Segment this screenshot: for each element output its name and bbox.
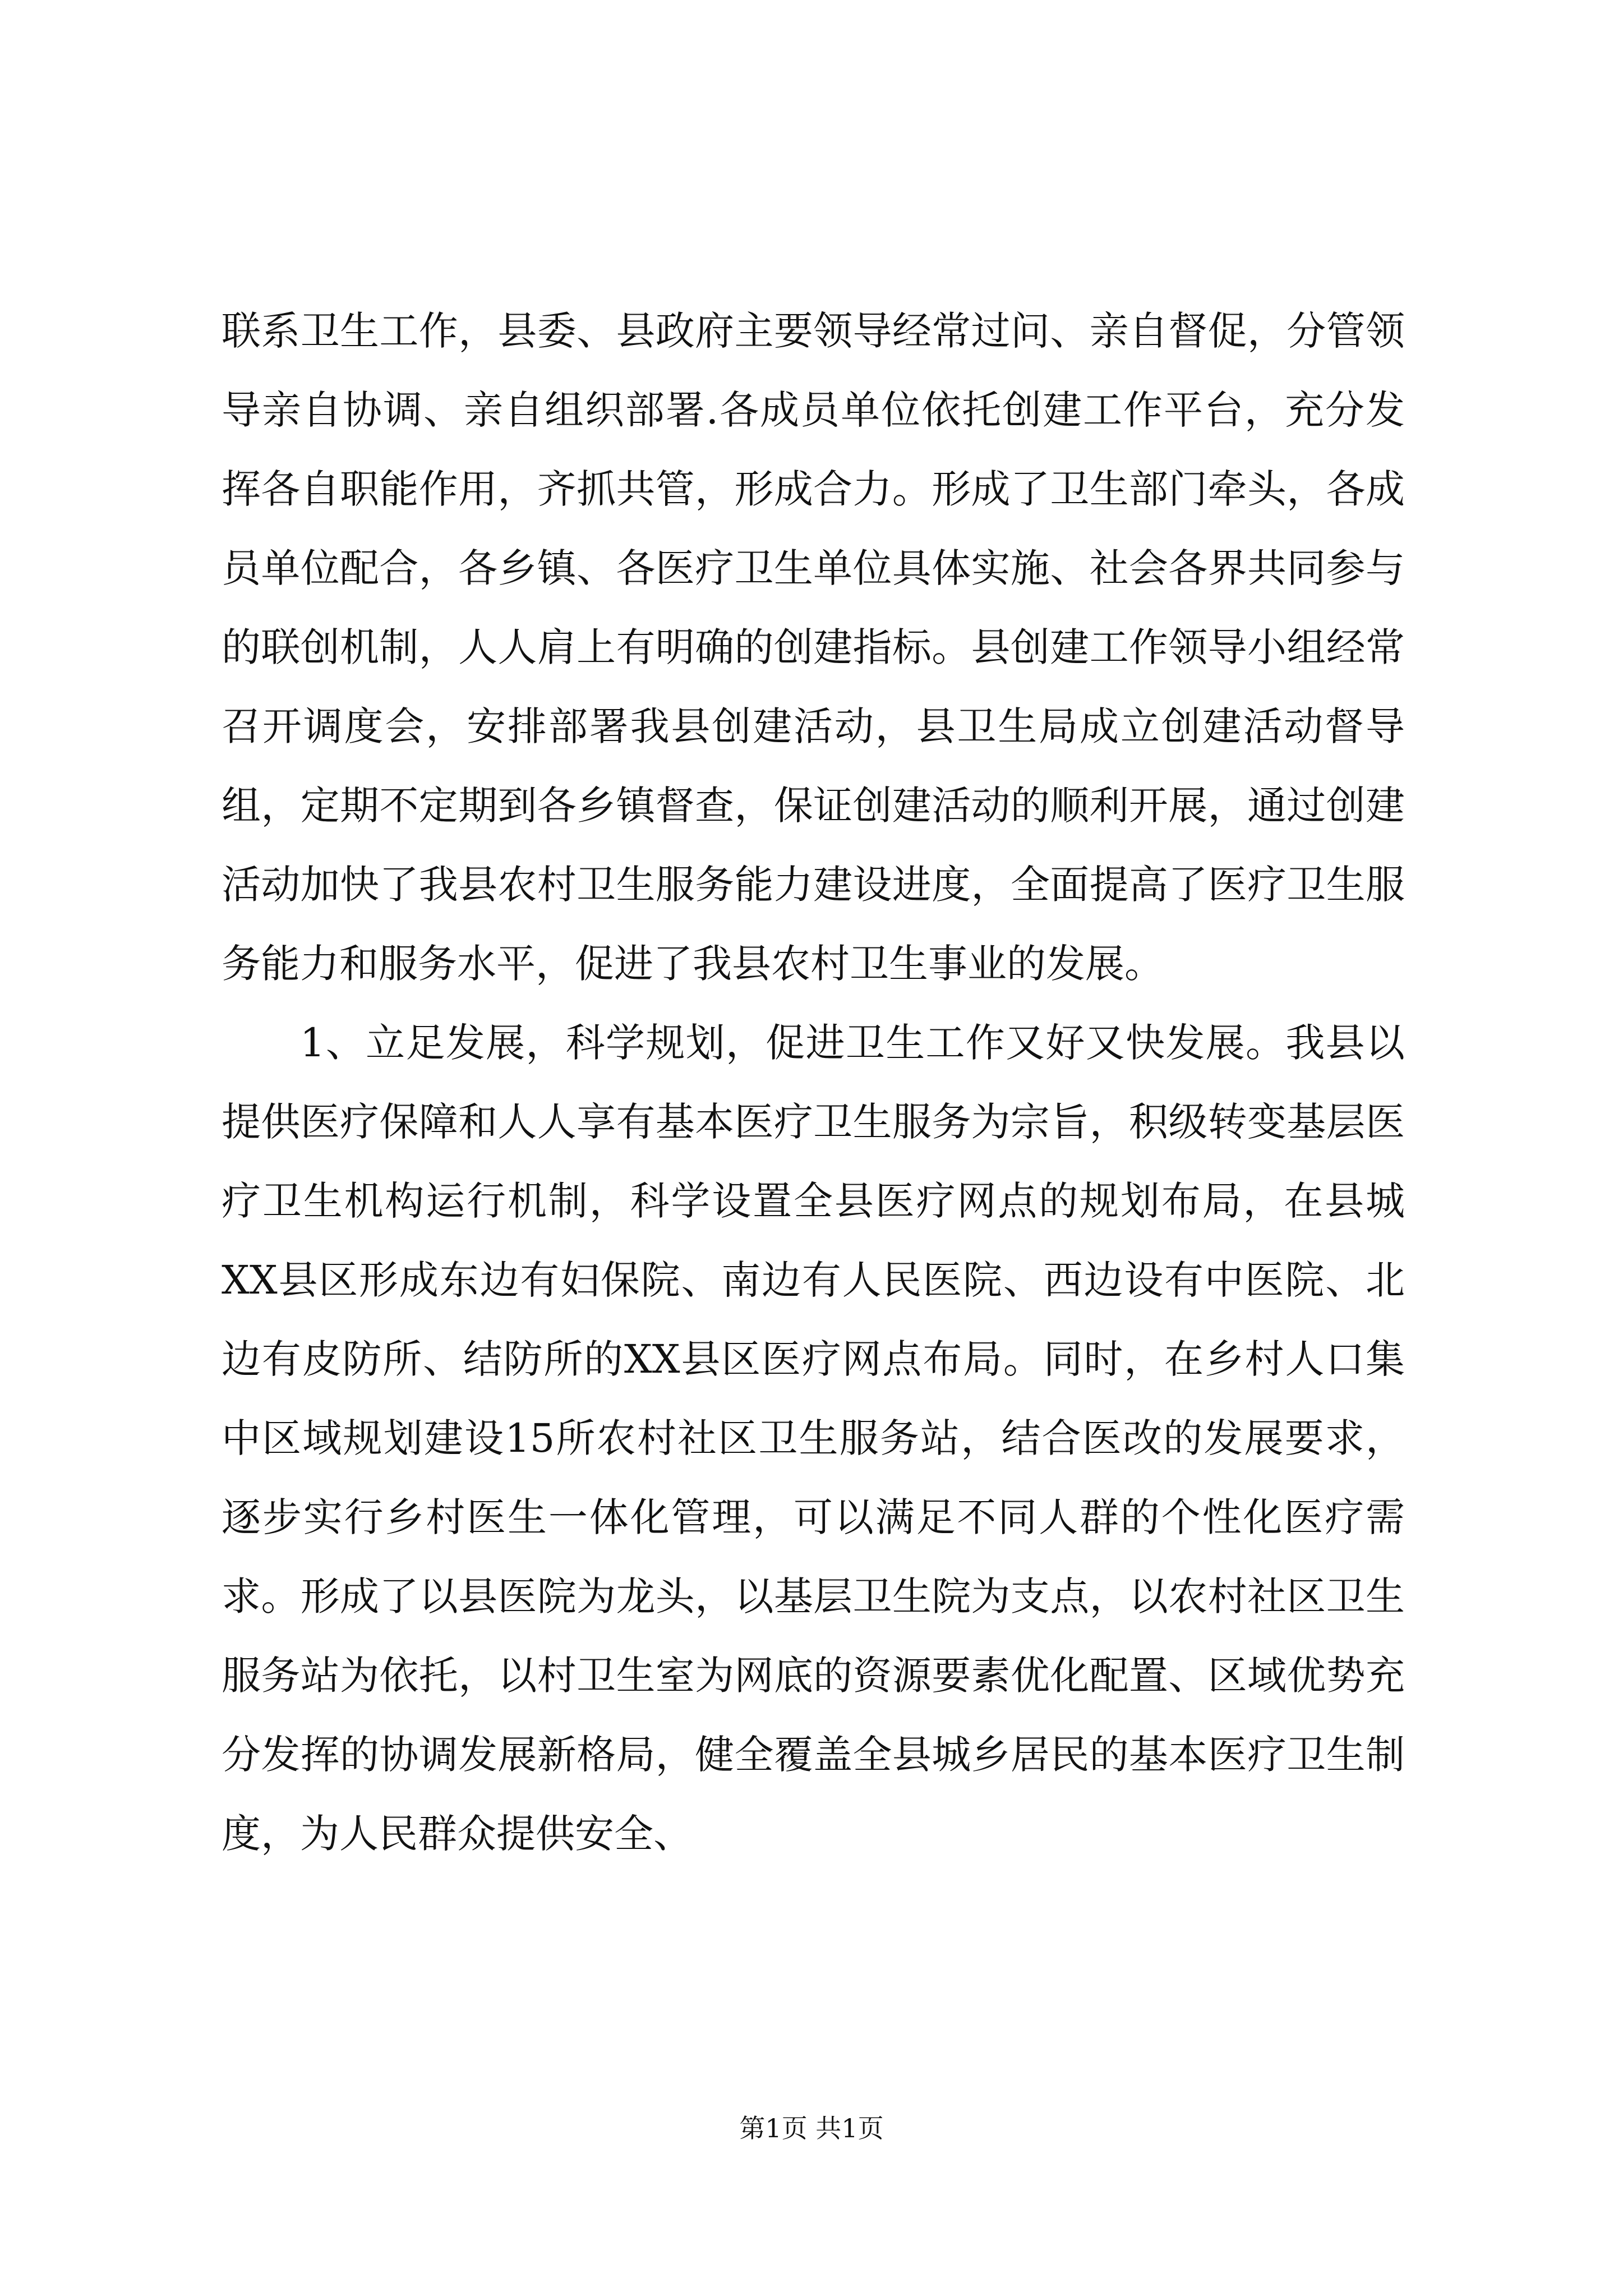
document-body xyxy=(222,292,1405,1874)
page-number-footer: 第1页 共1页 xyxy=(739,2113,884,2143)
paragraph-planning: 1、立足发展，科学规划，促进卫生工作又好又快发展。我县以提供医疗保障和人人享有基本医疗卫生服务为宗旨，积级转变基层医疗卫生机构运行机制，科学设置全县医疗网点的规划布局，在县城XX县区形成东边有妇保院、南边有人民医院、西边设有中医院、北边有皮防所、结防所的XX县区医疗网点布局。同时，在乡村人口集中区域规划建设15所农村社区卫生服务站，结合医改的发展要求，逐步实行乡村医生一体化管理，可以满足不同人群的个性化医疗需求。形成了以县医院为龙头，以基层卫生院为支点，以农村社区卫生服务站为依托，以村卫生室为网底的资源要素优化配置、区域优势充分发挥的协调发展新格局，健全覆盖全县城乡居民的基本医疗卫生制度，为人民群众提供安全、 xyxy=(222,1020,1405,1857)
paragraph-continuation: 联系卫生工作，县委、县政府主要领导经常过问、亲自督促，分管领导亲自协调、亲自组织部署.各成员单位依托创建工作平台，充分发挥各自职能作用，齐抓共管，形成合力。形成了卫生部门牵头，各成员单位配合，各乡镇、各医疗卫生单位具体实施、社会各界共同参与的联创机制，人人肩上有明确的创建指标。县创建工作领导小组经常召开调度会，安排部署我县创建活动，县卫生局成立创建活动督导组，定期不定期到各乡镇督查，保证创建活动的顺利开展，通过创建活动加快了我县农村卫生服务能力建设进度，全面提高了医疗卫生服务能力和服务水平，促进了我县农村卫生事业的发展。 xyxy=(222,308,1405,987)
